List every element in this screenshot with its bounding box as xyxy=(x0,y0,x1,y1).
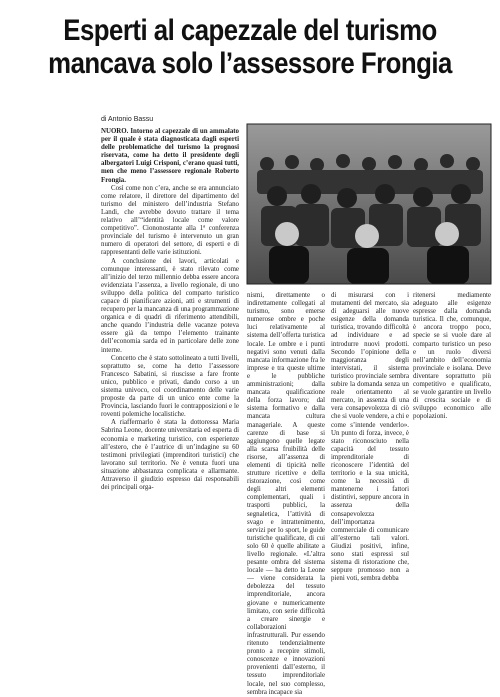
byline: di Antonio Bassu xyxy=(101,116,154,123)
headline-line-2: mancava solo l’assessore Frongia xyxy=(48,47,452,80)
article-paragraph: Così come non c’era, anche se era annunciato come relatore, il direttore del dipartimento del turismo del ministero dell’industria Stefano Landi, che avrebbe dovuto trattare il tema relativo all’“identità locale come valore competitivo”. Ciononostante alla 1ª conferenza provinciale del turismo è intervenuto un gran numero di operatori del settore, di esperti e di rappresentanti delle varie istituzioni. xyxy=(101,184,239,257)
headline-line-1: Esperti al capezzale del turismo xyxy=(63,14,437,47)
article-column-4 xyxy=(413,292,491,586)
article-column-2 xyxy=(247,292,325,696)
article-paragraph: A riaffermarlo è stata la dottoressa Maria Sabrina Leone, docente universitaria ed esperta di economia e marketing turistico, con esperienze all’estero, che è l’autrice di un’indagine su 60 testimoni privilegiati (imprenditori turistici) che lavorano sul territorio. Ne è venuta fuori una situazione abbastanza complicata e allarmante. Attraverso il giudizio espresso dai responsabili dei principali orga- xyxy=(101,419,239,492)
article-paragraph: Concetto che è stato sottolineato a tutti livelli, soprattutto se, come ha detto l’assessore Francesco Sabatini, si riuscisse a fare fronte unico, pubblico e privati, dando corso a un sistema univoco, col coordinamento delle varie proposte da parte di un unico ente come la Provincia, lasciando fuori le contrapposizioni e le roventi polemiche localistiche. xyxy=(101,354,239,419)
article-paragraph: nismi, direttamente o indirettamente collegati al turismo, sono emerse numerose ombre e poche luci relativamente al sistema dell’offerta turistica locale. Le ombre e i punti negativi sono venuti dalla mancata informazione fra le imprese e tra queste ultime e le pubbliche amministrazioni; dalla mancata qualificazione della forza lavoro; dal sistema formativo e dalla mancata cultura manageriale. A queste carenze di base si aggiungono quelle legate alla scarsa fruibilità delle risorse, all’assenza di elementi di tipicità nelle strutture ricettive e della ristorazione, così come degli altri elementi complementari, quali i trasporti pubblici, la segnaletica, l’attività di svago e intrattenimento, servizi per lo sport, le guide turistiche qualificate, di cui solo 60 è quelle abilitate a livello regionale. «L’altra pesante ombra del sistema locale — ha detto la Leone — viene considerata la debolezza del tessuto imprenditoriale, ancora giovane e numericamente limitato, con serie difficoltà a creare sinergie e collaborazioni infrastrutturali. Pur essendo ritenuto tendenzialmente pronto a recepire stimoli, conoscenze e innovazioni provenienti dall’esterno, il tessuto imprenditoriale locale, nel suo complesso, sembra incapace sia xyxy=(247,292,325,696)
article-headline xyxy=(35,14,465,80)
audience-photo xyxy=(247,124,491,284)
article-column-3 xyxy=(331,292,409,586)
article-paragraph: ritenersi mediamente adeguato alle esigenze espresse dalla domanda turistica. Il che, comunque, è ancora troppo poco, specie se si vuole dare al comparto turistico un peso e un ruolo diversi nell’ambito dell’economia provinciale e isolana. Deve diventare soprattutto più competitivo e qualificato, se vuole garantire un livello di crescita sociale e di sviluppo economico alle popolazioni. xyxy=(413,292,491,421)
audience-photo-image xyxy=(247,124,491,284)
article-lead: NUORO. Intorno al capezzale di un ammalato per il quale è stata diagnosticata dagli esperti delle problematiche del turismo la prognosi riservata, come ha detto il presidente degli albergatori Luigi Crisponi, c’erano quasi tutti, men che meno l’assessore regionale Roberto Frongia. xyxy=(101,128,239,184)
article-paragraph: A conclusione dei lavori, articolati e comunque interessanti, è stato rilevato come all’inizio del terzo millennio debba essere ancora evidenziata l’assenza, a livello regionale, di uno sviluppo della politica del comparto turistico capace di pianificare azioni, atti e strumenti di recupero per la mancanza di una programmazione organica e di quadri di riferimento attendibili, anche quando l’industria delle vacanze poteva essere già da tempo l’elemento trainante dell’economia sarda ed in particolare delle zone interne. xyxy=(101,257,239,354)
article-column-1 xyxy=(101,128,239,586)
article-paragraph: di misurarsi con i mutamenti del mercato, sia di adeguarsi alle nuove esigenze della domanda turistica, trovando difficoltà ad individuare e ad introdurre nuovi prodotti. Secondo l’opinione della maggioranza degli intervistati, il sistema turistico provinciale sembra subire la domanda senza un reale orientamento al mercato, in assenza di una vera consapevolezza di ciò che si vuole vendere, a chi e come s’intende venderlo». Un punto di forza, invece, è stato riconosciuto nella capacità del tessuto imprenditoriale di riconoscere l’identità del territorio e la sua unicità, come la necessità di mantenerne i fattori distintivi, seppure ancora in assenza della consapevolezza dell’importanza commerciale di comunicare all’esterno tali valori. Giudizi positivi, infine, sono stati espressi sul sistema di ristorazione che, seppure promosso non a pieni voti, sembra debba xyxy=(331,292,409,583)
